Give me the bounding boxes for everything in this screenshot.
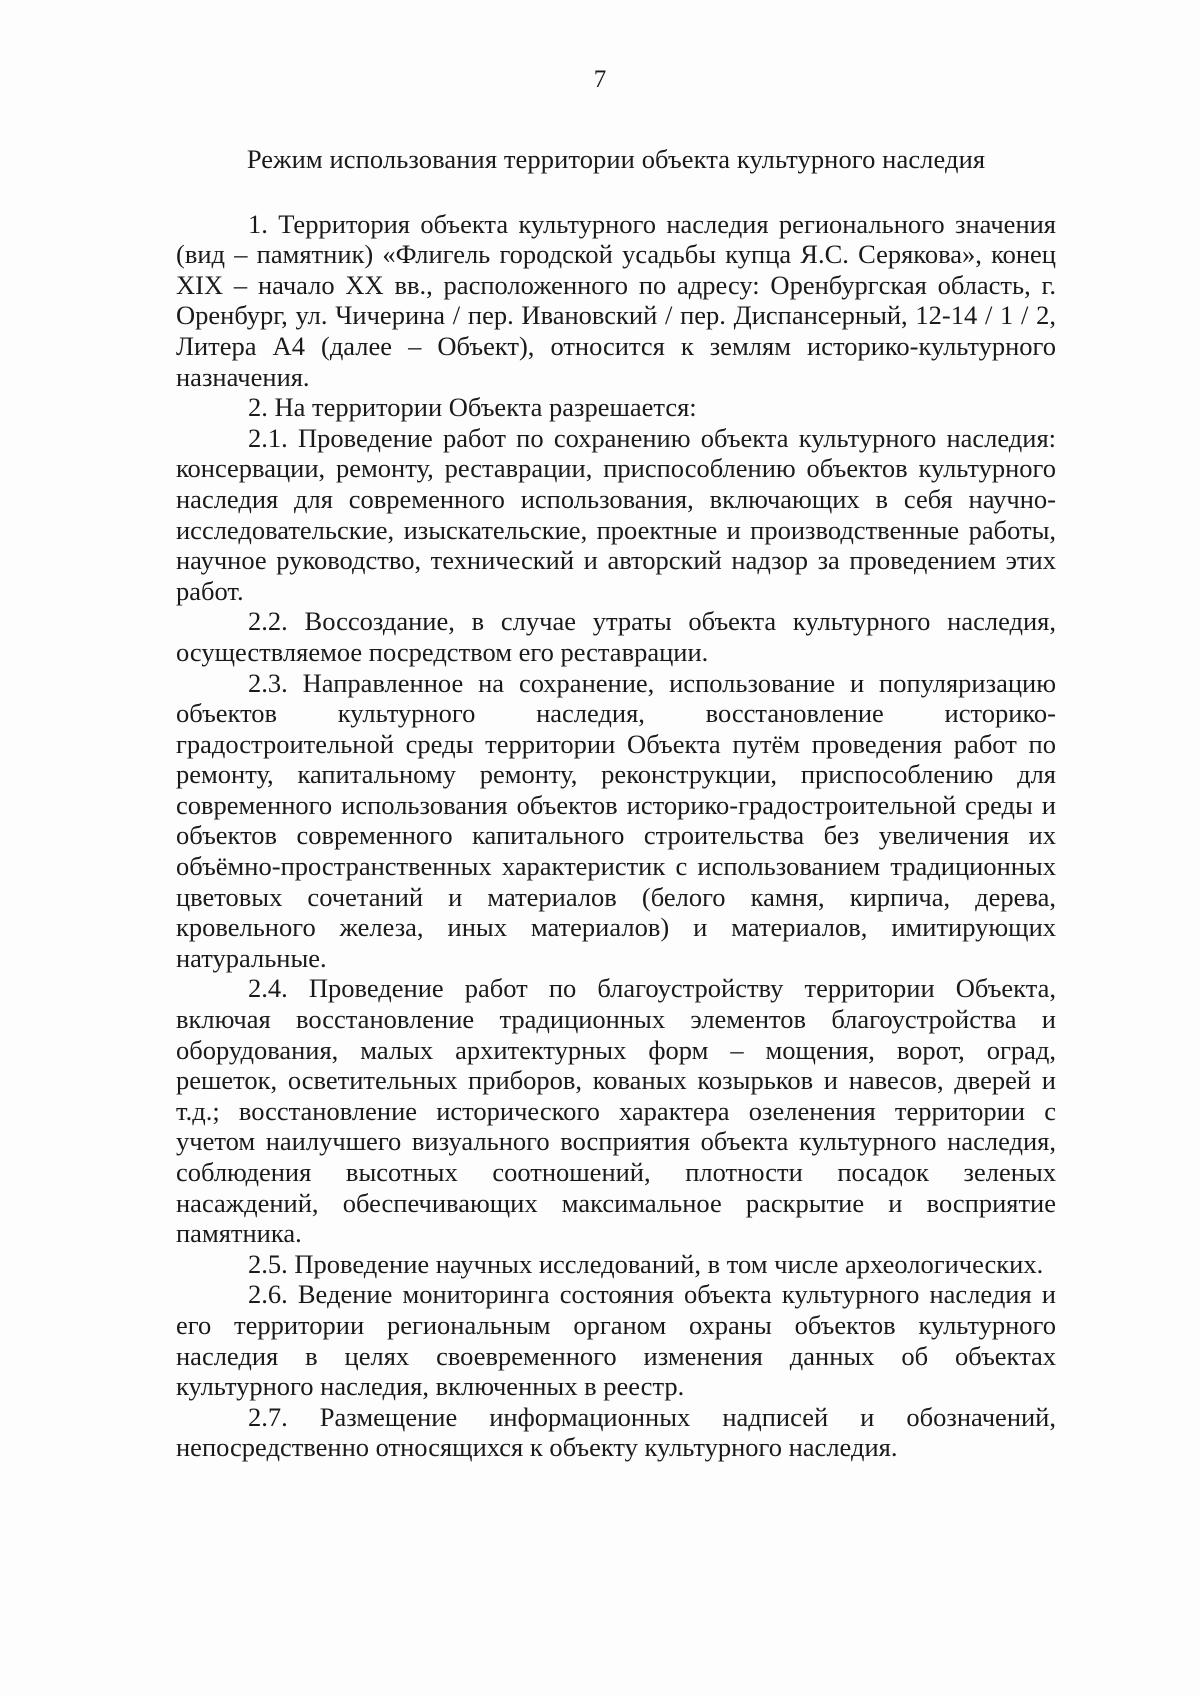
paragraph-2-7: 2.7. Размещение информационных надписей и обозначений, непосредственно относящихся к объекту культурного наследия.: [176, 1401, 1056, 1463]
paragraph-1: 1. Территория объекта культурного наследия регионального значения (вид – памятник) «Флигель городской усадьбы купца Я.С. Серякова», конец XIX – начало XX вв., расположенного по адресу: Оренбургская область, г. Оренбург, ул. Чичерина / пер. Ивановский / пер. Диспансерный, 12-14 / 1 / 2, Литера А4 (далее – Объект), относится к землям историко-культурного назначения.: [176, 208, 1056, 392]
document-title: Режим использования территории объекта культурного наследия: [246, 144, 986, 174]
paragraph-2: 2. На территории Объекта разрешается:: [248, 392, 697, 423]
page-number: 7: [593, 66, 607, 93]
paragraph-2-5: 2.5. Проведение научных исследований, в том числе археологических.: [248, 1248, 1044, 1279]
paragraph-2-2: 2.2. Воссоздание, в случае утраты объекта культурного наследия, осуществляемое посредством его реставрации.: [176, 606, 1056, 667]
paragraph-2-4: 2.4. Проведение работ по благоустройству территории Объекта, включая восстановление традиционных элементов благоустройства и оборудования, малых архитектурных форм – мощения, ворот, оград, решеток, осветительных приборов, кованых козырьков и навесов, дверей и т.д.; восстановление исторического характера озеленения территории с учетом наилучшего визуального восприятия объекта культурного наследия, соблюдения высотных соотношений, плотности посадок зеленых насаждений, обеспечивающих максимальное раскрытие и восприятие памятника.: [176, 973, 1056, 1249]
paragraph-2-3: 2.3. Направленное на сохранение, использование и популяризацию объектов культурного наследия, восстановление историко-градостроительной среды территории Объекта путём проведения работ по ремонту, капитальному ремонту, реконструкции, приспособлению для современного использования объектов историко-градостроительной среды и объектов современного капитального строительства без увеличения их объёмно-пространственных характеристик с использованием традиционных цветовых сочетаний и материалов (белого камня, кирпича, дерева, кровельного железа, иных материалов) и материалов, имитирующих натуральные.: [176, 667, 1056, 973]
paragraph-2-1: 2.1. Проведение работ по сохранению объекта культурного наследия: консервации, ремонту, реставрации, приспособлению объектов культурного наследия для современного использования, включающих в себя научно-исследовательские, изыскательские, проектные и производственные работы, научное руководство, технический и авторский надзор за проведением этих работ.: [176, 422, 1056, 606]
document-body: [176, 144, 1056, 1463]
paragraph-2-6: 2.6. Ведение мониторинга состояния объекта культурного наследия и его территории региональным органом охраны объектов культурного наследия в целях своевременного изменения данных об объектах культурного наследия, включенных в реестр.: [176, 1279, 1056, 1402]
